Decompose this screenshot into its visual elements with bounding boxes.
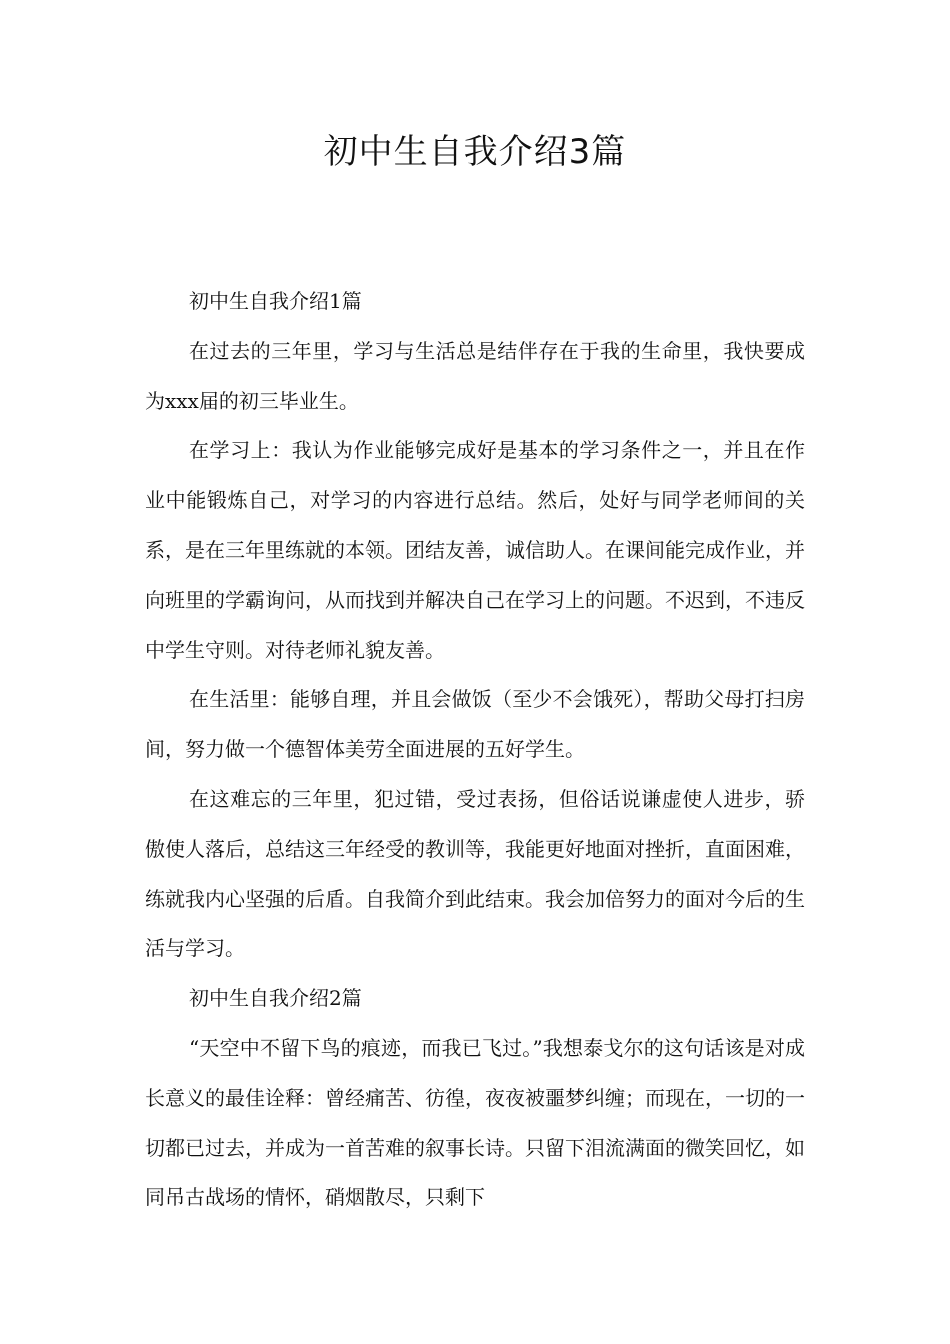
paragraph: 在学习上：我认为作业能够完成好是基本的学习条件之一，并且在作业中能锻炼自己，对学习的内容进行总结。然后，处好与同学老师间的关系，是在三年里练就的本领。团结友善，诚信助人。在课间能完成作业，并向班里的学霸询问，从而找到并解决自己在学习上的问题。不迟到，不违反中学生守则。对待老师礼貌友善。: [145, 438, 805, 662]
paragraph: 在生活里：能够自理，并且会做饭（至少不会饿死），帮助父母打扫房间，努力做一个德智体美劳全面进展的五好学生。: [145, 687, 805, 762]
paragraph: 在过去的三年里，学习与生活总是结伴存在于我的生命里，我快要成为xxx届的初三毕业生。: [145, 338, 805, 413]
document-title: 初中生自我介绍3篇: [323, 132, 627, 172]
paragraph: “天空中不留下鸟的痕迹，而我已飞过。”我想泰戈尔的这句话该是对成长意义的最佳诠释：曾经痛苦、彷徨，夜夜被噩梦纠缠；而现在，一切的一切都已过去，并成为一首苦难的叙事长诗。只留下泪流满面的微笑回忆，如同吊古战场的情怀，硝烟散尽，只剩下: [145, 1035, 805, 1210]
paragraph: 在这难忘的三年里，犯过错，受过表扬，但俗话说谦虚使人进步，骄傲使人落后，总结这三年经受的教训等，我能更好地面对挫折，直面困难，练就我内心坚强的后盾。自我简介到此结束。我会加倍努力的面对今后的生活与学习。: [145, 786, 805, 961]
section-heading-2: 初中生自我介绍2篇: [189, 986, 362, 1011]
document-body: [145, 277, 805, 1223]
section-heading-1: 初中生自我介绍1篇: [189, 289, 362, 313]
